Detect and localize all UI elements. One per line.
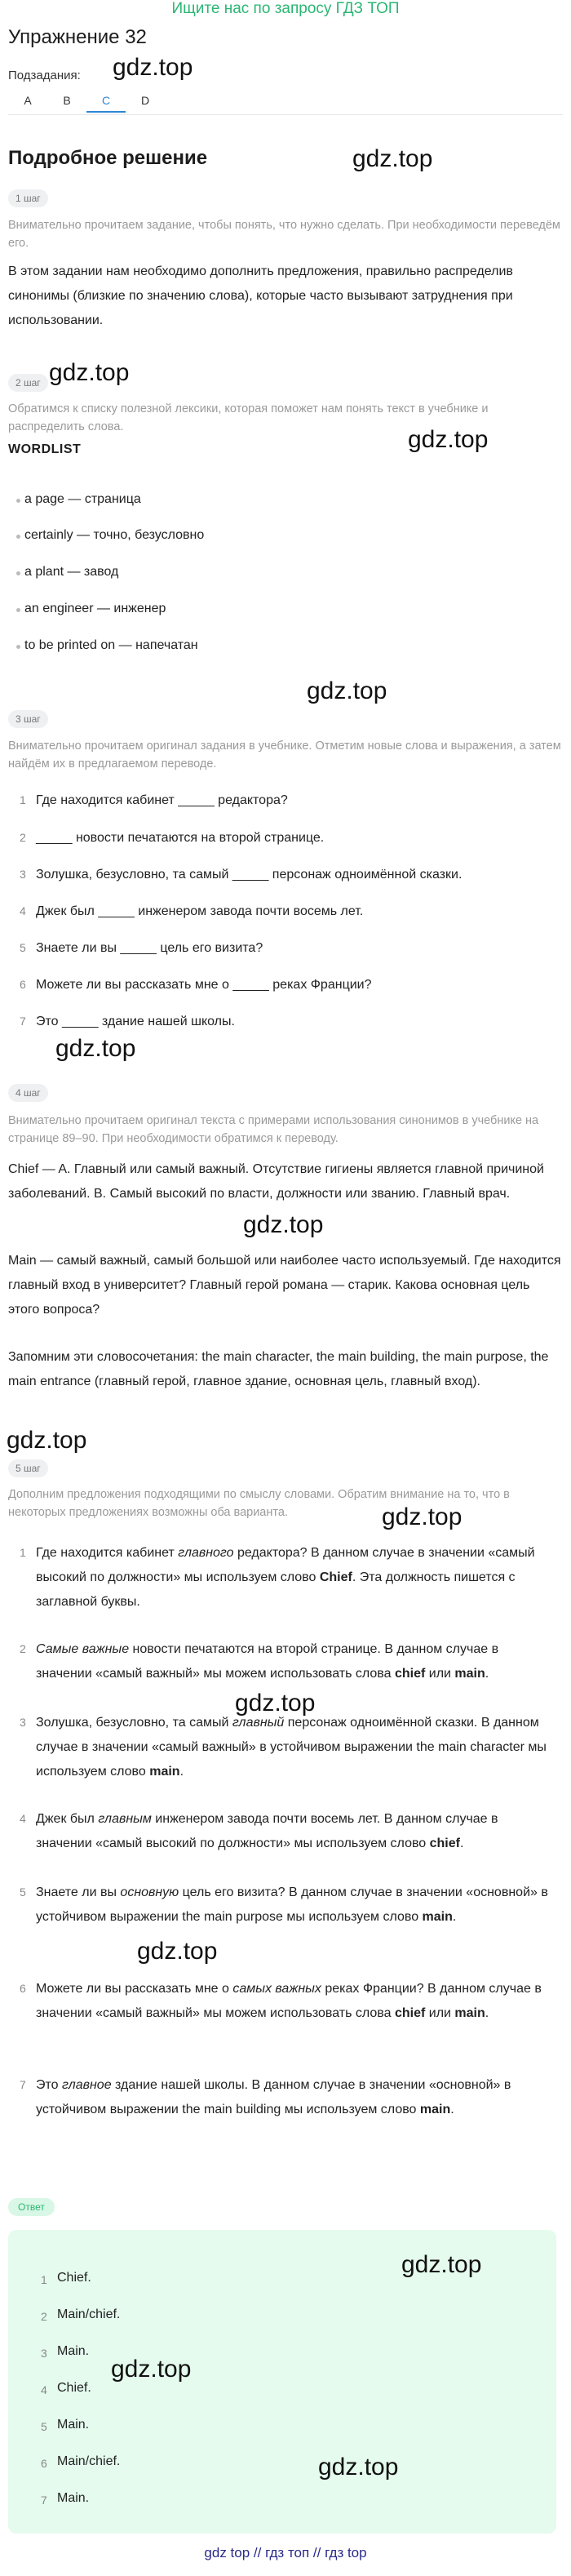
watermark: gdz.top bbox=[401, 2251, 482, 2278]
answer-number: 4 bbox=[41, 2383, 47, 2396]
item-number: 3 bbox=[20, 868, 26, 881]
watermark: gdz.top bbox=[49, 359, 130, 386]
item-number: 3 bbox=[20, 1716, 26, 1729]
explanation: Можете ли вы рассказать мне о самых важных реках Франции? В данном случае в значении «самый важный» мы можем использовать слова chief или main. bbox=[36, 1982, 542, 2020]
footer-links[interactable]: gdz top // гдз топ // гдз top bbox=[204, 2545, 367, 2560]
answer-item: Main. bbox=[57, 2418, 90, 2432]
sentence: Золушка, безусловно, та самый _____ персонаж одноимённой сказки. bbox=[36, 868, 463, 882]
explanation: Знаете ли вы основную цель его визита? В данном случае в значении «основной» в устойчивом выражении the main purpose мы используем слово main. bbox=[36, 1885, 548, 1924]
wordlist-item: a plant — завод bbox=[24, 565, 119, 579]
answer-number: 1 bbox=[41, 2273, 47, 2286]
step-badge: 1 шаг bbox=[8, 189, 48, 207]
tab-d[interactable]: D bbox=[140, 94, 150, 107]
sentence: Это _____ здание нашей школы. bbox=[36, 1015, 235, 1028]
step-badge: 5 шаг bbox=[8, 1459, 48, 1477]
solution-title: Подробное решение bbox=[8, 147, 208, 169]
answer-number: 2 bbox=[41, 2310, 47, 2323]
search-banner: Ищите нас по запросу ГДЗ ТОП bbox=[171, 0, 400, 17]
step-text: В этом задании нам необходимо дополнить предложения, правильно распределив синонимы (близкие по значению слова), которые часто вызывают затруднения при использовании. bbox=[8, 264, 513, 327]
item-number: 4 bbox=[20, 904, 26, 917]
sentence: Где находится кабинет _____ редактора? bbox=[36, 793, 288, 807]
item-number: 5 bbox=[20, 1885, 26, 1899]
tab-c[interactable]: C bbox=[86, 88, 126, 113]
answer-item: Chief. bbox=[57, 2271, 91, 2285]
answer-number: 3 bbox=[41, 2347, 47, 2360]
step-note: Внимательно прочитаем оригинал задания в учебнике. Отметим новые слова и выражения, а затем найдём их в предлагаемом переводе. bbox=[8, 739, 561, 771]
step-note: Обратимся к списку полезной лексики, которая поможет нам понять текст в учебнике и распределить слова. bbox=[8, 402, 489, 433]
step-note: Внимательно прочитаем задание, чтобы понять, что нужно сделать. При необходимости переведём его. bbox=[8, 219, 560, 250]
step-badge: 3 шаг bbox=[8, 710, 48, 728]
sentence: Можете ли вы рассказать мне о _____ реках Франции? bbox=[36, 978, 372, 992]
item-number: 6 bbox=[20, 1982, 26, 1995]
answer-item: Main/chief. bbox=[57, 2307, 121, 2321]
answer-item: Main. bbox=[57, 2344, 90, 2358]
step-note: Внимательно прочитаем оригинал текста с примерами использования синонимов в учебнике на странице 89–90. При необходимости обратимся к переводу. bbox=[8, 1114, 539, 1145]
watermark: gdz.top bbox=[137, 1938, 218, 1965]
collocations: Запомним эти словосочетания: the main character, the main building, the main purpose, the main entrance (главный герой, главное здание, основная цель, главный вход). bbox=[8, 1350, 549, 1388]
wordlist-title: WORDLIST bbox=[8, 442, 82, 456]
item-number: 7 bbox=[20, 1015, 26, 1028]
answer-number: 6 bbox=[41, 2457, 47, 2470]
tabs-divider bbox=[8, 114, 563, 115]
watermark: gdz.top bbox=[352, 145, 433, 172]
watermark: gdz.top bbox=[307, 677, 387, 704]
wordlist-item: to be printed on — напечатан bbox=[24, 638, 198, 652]
sentence: _____ новости печатаются на второй странице. bbox=[36, 831, 325, 845]
item-number: 5 bbox=[20, 941, 26, 954]
wordlist-item: an engineer — инженер bbox=[24, 602, 166, 615]
page-title: Упражнение 32 bbox=[8, 26, 147, 48]
explanation: Где находится кабинет главного редактора? В данном случае в значении «самый высокий по должности» мы используем слово Chief. Эта должность пишется с заглавной буквы. bbox=[36, 1546, 535, 1609]
sentence: Знаете ли вы _____ цель его визита? bbox=[36, 941, 263, 955]
answer-number: 7 bbox=[41, 2494, 47, 2507]
step-badge: 2 шаг bbox=[8, 374, 48, 392]
item-number: 4 bbox=[20, 1812, 26, 1825]
explanation: Самые важные новости печатаются на второй странице. В данном случае в значении «самый важный» мы можем использовать слова chief или main. bbox=[36, 1642, 499, 1681]
item-number: 7 bbox=[20, 2078, 26, 2091]
answer-item: Main/chief. bbox=[57, 2454, 121, 2468]
answer-badge: Ответ bbox=[8, 2198, 55, 2216]
item-number: 2 bbox=[20, 1642, 26, 1655]
explanation: Джек был главным инженером завода почти восемь лет. В данном случае в значении «самый высокий по должности» мы используем слово chief. bbox=[36, 1812, 498, 1850]
watermark: gdz.top bbox=[111, 2356, 192, 2383]
wordlist-item: a page — страница bbox=[24, 492, 141, 506]
subtask-tabs bbox=[8, 88, 165, 116]
watermark: gdz.top bbox=[318, 2454, 399, 2481]
watermark: gdz.top bbox=[408, 426, 489, 453]
subtasks-label: Подзадания: bbox=[8, 69, 81, 82]
item-number: 6 bbox=[20, 978, 26, 991]
step-badge: 4 шаг bbox=[8, 1084, 48, 1102]
explanation: Золушка, безусловно, та самый главный персонаж одноимённой сказки. В данном случае в значении «самый важный» в устойчивом выражении the main character мы используем слово main. bbox=[36, 1716, 547, 1779]
watermark: gdz.top bbox=[382, 1503, 463, 1530]
explanation: Это главное здание нашей школы. В данном случае в значении «основной» в устойчивом выражении the main building мы используем слово main. bbox=[36, 2078, 511, 2116]
watermark: gdz.top bbox=[113, 54, 193, 81]
chief-definition: Chief — A. Главный или самый важный. Отсутствие гигиены является главной причиной заболеваний. B. Самый высокий по власти, должности или званию. Главный врач. bbox=[8, 1162, 544, 1201]
answer-item: Chief. bbox=[57, 2381, 91, 2395]
watermark: gdz.top bbox=[7, 1427, 87, 1454]
answer-number: 5 bbox=[41, 2420, 47, 2433]
answer-item: Main. bbox=[57, 2491, 90, 2505]
item-number: 1 bbox=[20, 1546, 26, 1559]
watermark: gdz.top bbox=[243, 1211, 324, 1238]
item-number: 1 bbox=[20, 793, 26, 806]
sentence: Джек был _____ инженером завода почти восемь лет. bbox=[36, 904, 364, 918]
watermark: gdz.top bbox=[55, 1035, 136, 1062]
watermark: gdz.top bbox=[235, 1690, 316, 1717]
wordlist-item: certainly — точно, безусловно bbox=[24, 528, 205, 542]
main-definition: Main — самый важный, самый большой или наиболее часто используемый. Где находится главный вход в университет? Главный герой романа — старик. Какова основная цель этого вопроса? bbox=[8, 1254, 561, 1317]
step-note: Дополним предложения подходящими по смыслу словами. Обратим внимание на то, что в некоторых предложениях возможны оба варианта. bbox=[8, 1488, 510, 1519]
tab-a[interactable]: A bbox=[24, 94, 32, 107]
tab-b[interactable]: B bbox=[63, 94, 71, 107]
item-number: 2 bbox=[20, 831, 26, 844]
